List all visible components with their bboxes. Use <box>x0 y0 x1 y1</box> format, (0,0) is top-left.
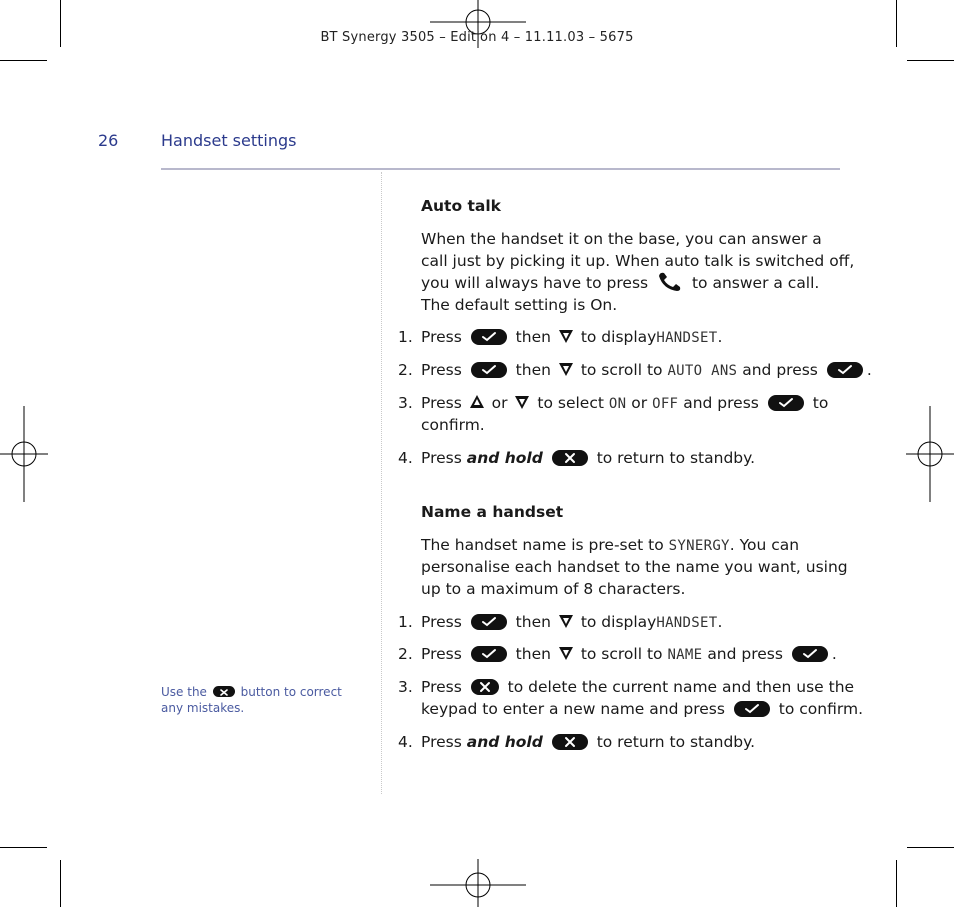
side-note <box>161 684 366 716</box>
step-text <box>421 643 837 666</box>
text: Press <box>421 733 462 751</box>
down-arrow-icon <box>558 613 574 629</box>
text: to scroll to <box>580 645 663 663</box>
down-arrow-icon <box>558 361 574 377</box>
text: then <box>515 613 551 631</box>
crop-mark <box>907 847 954 848</box>
text: Press <box>421 361 462 379</box>
auto-talk-intro-line: When the handset it on the base, you can answer a <box>421 230 822 248</box>
emphasis-text: and hold <box>466 449 543 467</box>
crop-mark <box>0 60 47 61</box>
text: Press <box>421 645 462 663</box>
step-text <box>421 392 828 415</box>
text: . <box>717 328 723 346</box>
text: . <box>717 613 723 631</box>
text: Press <box>421 678 462 696</box>
crop-mark <box>896 860 897 907</box>
lcd-text: HANDSET <box>656 330 718 346</box>
lcd-text: OFF <box>652 396 679 412</box>
ok-check-button-icon <box>471 362 507 378</box>
text: to return to standby. <box>596 449 756 467</box>
name-handset-heading: Name a handset <box>421 503 564 521</box>
step-text-continued <box>421 698 863 720</box>
talk-phone-icon <box>655 270 685 292</box>
text: then <box>515 645 551 663</box>
ok-check-button-icon <box>471 329 507 345</box>
text: you will always have to press <box>421 274 649 292</box>
down-arrow-icon <box>558 328 574 344</box>
step-number: 4. <box>398 449 413 467</box>
step-number: 3. <box>398 678 413 696</box>
cancel-x-button-icon <box>552 734 588 750</box>
text: to display <box>580 328 657 346</box>
step-number: 1. <box>398 613 413 631</box>
ok-check-button-icon <box>792 646 828 662</box>
down-arrow-icon <box>558 645 574 661</box>
cancel-x-button-icon <box>213 686 235 697</box>
step-text <box>421 731 755 753</box>
registration-mark-icon <box>430 859 526 907</box>
text: to return to standby. <box>596 733 756 751</box>
name-handset-intro-line <box>421 534 799 557</box>
text: to select <box>537 394 604 412</box>
registration-mark-icon <box>906 406 954 502</box>
text: to delete the current name and then use the <box>507 678 855 696</box>
section-title: Handset settings <box>161 131 297 150</box>
ok-check-button-icon <box>768 395 804 411</box>
text: Press <box>421 449 462 467</box>
text: and press <box>742 361 818 379</box>
text: and press <box>683 394 759 412</box>
text: and press <box>707 645 783 663</box>
step-number: 3. <box>398 394 413 412</box>
text: or <box>491 394 508 412</box>
text: Press <box>421 613 462 631</box>
side-note-after: button to correct any mistakes. <box>161 685 342 715</box>
name-handset-intro-line: personalise each handset to the name you want, using <box>421 558 848 576</box>
text: Press <box>421 394 462 412</box>
emphasis-text: and hold <box>466 733 543 751</box>
crop-mark <box>907 60 954 61</box>
header-rule <box>161 168 840 170</box>
text: . <box>831 645 837 663</box>
lcd-text: HANDSET <box>656 615 718 631</box>
step-number: 2. <box>398 361 413 379</box>
auto-talk-intro-line <box>421 272 819 295</box>
text: or <box>631 394 648 412</box>
text: then <box>515 361 551 379</box>
text: . <box>866 361 872 379</box>
step-text <box>421 447 755 469</box>
step-text <box>421 676 854 698</box>
up-arrow-icon <box>469 394 485 410</box>
step-number: 1. <box>398 328 413 346</box>
step-number: 2. <box>398 645 413 663</box>
crop-mark <box>0 847 47 848</box>
text: to confirm. <box>778 700 864 718</box>
cancel-x-button-icon <box>471 679 499 695</box>
name-handset-intro-line: up to a maximum of 8 characters. <box>421 580 686 598</box>
auto-talk-intro-line: call just by picking it up. When auto talk is switched off, <box>421 252 855 270</box>
lcd-text: AUTO ANS <box>667 363 738 379</box>
lcd-text: SYNERGY <box>668 538 730 554</box>
text: Press <box>421 328 462 346</box>
page-number: 26 <box>98 131 119 150</box>
column-divider <box>381 172 382 794</box>
ok-check-button-icon <box>471 646 507 662</box>
registration-mark-icon <box>0 406 48 502</box>
auto-talk-intro-line: The default setting is On. <box>421 296 618 314</box>
cancel-x-button-icon <box>552 450 588 466</box>
text: The handset name is pre-set to <box>421 536 664 554</box>
text: . You can <box>729 536 800 554</box>
ok-check-button-icon <box>471 614 507 630</box>
auto-talk-heading: Auto talk <box>421 197 501 215</box>
lcd-text: NAME <box>667 647 703 663</box>
ok-check-button-icon <box>734 701 770 717</box>
step-number: 4. <box>398 733 413 751</box>
step-text <box>421 359 872 382</box>
step-text <box>421 611 722 634</box>
text: keypad to enter a new name and press <box>421 700 725 718</box>
text: to answer a call. <box>691 274 820 292</box>
side-note-before: Use the <box>161 685 207 699</box>
step-text <box>421 326 722 349</box>
text: to <box>812 394 829 412</box>
ok-check-button-icon <box>827 362 863 378</box>
lcd-text: ON <box>608 396 627 412</box>
crop-mark <box>60 860 61 907</box>
down-arrow-icon <box>514 394 530 410</box>
text: to display <box>580 613 657 631</box>
text: then <box>515 328 551 346</box>
text: to scroll to <box>580 361 663 379</box>
step-text-continued: confirm. <box>421 416 485 434</box>
print-info-header: BT Synergy 3505 – Edition 4 – 11.11.03 – 5675 <box>320 30 634 45</box>
